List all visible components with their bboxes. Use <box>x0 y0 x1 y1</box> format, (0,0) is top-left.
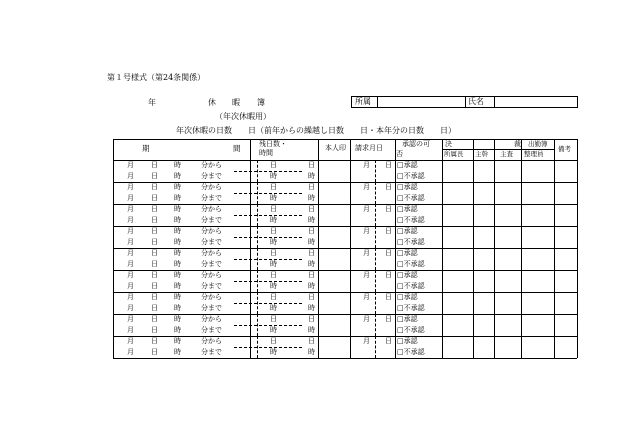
request-dash-split <box>375 336 376 358</box>
row-from-month: 月 <box>127 205 134 213</box>
header-supervisor: 主幹 <box>475 150 488 158</box>
remaining-dash-line <box>234 347 302 348</box>
remaining-dash-split <box>257 314 258 336</box>
row-until-month: 月 <box>127 172 134 180</box>
row-approve-checkbox: □承認 <box>397 161 418 169</box>
row-disapprove-checkbox: □不承認 <box>397 326 425 334</box>
row-from-hour: 時 <box>174 205 181 213</box>
row-remaining-day: 日 <box>308 293 315 301</box>
row-from-day: 日 <box>151 227 158 235</box>
column-border <box>113 139 114 358</box>
row-request-day: 日 <box>385 227 392 235</box>
row-until-day: 日 <box>151 238 158 246</box>
row-request-month: 月 <box>363 337 370 345</box>
row-approve-checkbox: □承認 <box>397 183 418 191</box>
column-border <box>350 139 351 358</box>
header-decision-left: 決 <box>445 140 452 148</box>
row-disapprove-checkbox: □不承認 <box>397 238 425 246</box>
row-remaining-day: 日 <box>270 205 277 213</box>
row-request-day: 日 <box>385 249 392 257</box>
row-remaining-day: 日 <box>270 161 277 169</box>
row-request-month: 月 <box>363 315 370 323</box>
row-from-label: 分から <box>201 183 222 191</box>
row-request-day: 日 <box>385 293 392 301</box>
row-remaining-day: 日 <box>308 205 315 213</box>
row-until-label: 分まで <box>201 282 222 290</box>
row-approve-checkbox: □承認 <box>397 271 418 279</box>
row-until-hour: 時 <box>174 282 181 290</box>
row-until-month: 月 <box>127 216 134 224</box>
remaining-dash-split <box>257 248 258 270</box>
header-remaining-hours: 時間 <box>259 149 273 157</box>
request-dash-split <box>375 226 376 248</box>
remaining-dash-split <box>257 204 258 226</box>
column-border <box>473 139 474 358</box>
row-until-hour: 時 <box>174 260 181 268</box>
form-number: 第１号様式（第24条関係） <box>107 73 206 82</box>
row-remaining-hour: 時 <box>308 348 315 356</box>
row-from-label: 分から <box>201 315 222 323</box>
row-from-day: 日 <box>151 183 158 191</box>
row-remaining-day: 日 <box>308 227 315 235</box>
row-until-hour: 時 <box>174 172 181 180</box>
row-remaining-day: 日 <box>308 271 315 279</box>
row-remaining-day: 日 <box>270 337 277 345</box>
row-disapprove-checkbox: □不承認 <box>397 216 425 224</box>
row-from-label: 分から <box>201 161 222 169</box>
row-border <box>113 358 577 359</box>
remaining-dash-line <box>234 237 302 238</box>
name-label: 氏名 <box>468 97 484 106</box>
row-request-month: 月 <box>363 183 370 191</box>
header-decision-right: 裁 <box>514 140 521 148</box>
row-request-day: 日 <box>385 183 392 191</box>
row-until-label: 分まで <box>201 216 222 224</box>
request-dash-split <box>375 248 376 270</box>
row-until-day: 日 <box>151 282 158 290</box>
header-period-end: 間 <box>233 144 241 153</box>
header-chief: 所属長 <box>444 150 464 158</box>
row-border <box>113 204 577 205</box>
row-until-hour: 時 <box>174 304 181 312</box>
row-until-day: 日 <box>151 304 158 312</box>
row-remaining-hour: 時 <box>270 326 277 334</box>
summary-line: 年次休暇の日数 日（前年からの繰越し日数 日・本年分の日数 日） <box>176 126 456 135</box>
request-dash-split <box>375 314 376 336</box>
row-remaining-hour: 時 <box>308 172 315 180</box>
row-request-month: 月 <box>363 227 370 235</box>
row-disapprove-checkbox: □不承認 <box>397 282 425 290</box>
header-seal: 本人印 <box>325 144 346 152</box>
row-from-day: 日 <box>151 271 158 279</box>
row-approve-checkbox: □承認 <box>397 249 418 257</box>
row-remaining-hour: 時 <box>308 216 315 224</box>
row-from-day: 日 <box>151 315 158 323</box>
row-approve-checkbox: □承認 <box>397 227 418 235</box>
row-remaining-day: 日 <box>270 227 277 235</box>
row-from-hour: 時 <box>174 315 181 323</box>
row-approve-checkbox: □承認 <box>397 293 418 301</box>
column-border <box>554 139 555 358</box>
table-top-border <box>113 139 577 140</box>
row-disapprove-checkbox: □不承認 <box>397 172 425 180</box>
row-remaining-day: 日 <box>270 293 277 301</box>
remaining-dash-line <box>234 325 302 326</box>
row-from-hour: 時 <box>174 183 181 191</box>
row-from-month: 月 <box>127 249 134 257</box>
row-request-month: 月 <box>363 271 370 279</box>
row-remaining-hour: 時 <box>270 238 277 246</box>
remaining-dash-split <box>257 182 258 204</box>
row-request-day: 日 <box>385 161 392 169</box>
row-until-day: 日 <box>151 194 158 202</box>
request-dash-split <box>375 160 376 182</box>
row-until-hour: 時 <box>174 216 181 224</box>
request-dash-split <box>375 270 376 292</box>
row-remaining-hour: 時 <box>308 260 315 268</box>
row-border <box>113 226 577 227</box>
row-remaining-hour: 時 <box>270 304 277 312</box>
row-remaining-hour: 時 <box>270 216 277 224</box>
request-dash-split <box>375 292 376 314</box>
request-dash-split <box>375 204 376 226</box>
row-until-month: 月 <box>127 348 134 356</box>
row-from-month: 月 <box>127 337 134 345</box>
header-approval-1: 承認の可 <box>402 140 430 148</box>
row-until-month: 月 <box>127 282 134 290</box>
remaining-dash-split <box>257 160 258 182</box>
row-from-hour: 時 <box>174 337 181 345</box>
row-remaining-hour: 時 <box>308 238 315 246</box>
subtitle: （年次休暇用） <box>215 112 271 121</box>
row-from-label: 分から <box>201 227 222 235</box>
row-from-month: 月 <box>127 161 134 169</box>
remaining-dash-line <box>234 193 302 194</box>
row-request-month: 月 <box>363 205 370 213</box>
row-remaining-day: 日 <box>270 249 277 257</box>
row-remaining-hour: 時 <box>270 282 277 290</box>
row-until-label: 分まで <box>201 172 222 180</box>
header-approval-2: 否 <box>396 150 403 158</box>
row-from-label: 分から <box>201 293 222 301</box>
row-until-hour: 時 <box>174 238 181 246</box>
remaining-dash-line <box>234 215 302 216</box>
row-until-day: 日 <box>151 260 158 268</box>
header-period: 期 <box>142 144 150 153</box>
row-until-hour: 時 <box>174 194 181 202</box>
row-remaining-day: 日 <box>308 315 315 323</box>
row-from-day: 日 <box>151 337 158 345</box>
row-disapprove-checkbox: □不承認 <box>397 260 425 268</box>
row-approve-checkbox: □承認 <box>397 315 418 323</box>
row-request-day: 日 <box>385 205 392 213</box>
row-request-day: 日 <box>385 337 392 345</box>
row-disapprove-checkbox: □不承認 <box>397 194 425 202</box>
row-from-hour: 時 <box>174 249 181 257</box>
row-remaining-day: 日 <box>270 315 277 323</box>
row-disapprove-checkbox: □不承認 <box>397 304 425 312</box>
column-border <box>521 139 522 358</box>
row-remaining-hour: 時 <box>270 172 277 180</box>
row-from-month: 月 <box>127 293 134 301</box>
row-request-day: 日 <box>385 271 392 279</box>
row-from-month: 月 <box>127 183 134 191</box>
row-from-day: 日 <box>151 161 158 169</box>
remaining-dash-split <box>257 226 258 248</box>
row-remaining-hour: 時 <box>270 194 277 202</box>
row-from-hour: 時 <box>174 271 181 279</box>
header-request-date: 請求月日 <box>355 144 383 152</box>
row-from-month: 月 <box>127 315 134 323</box>
row-from-label: 分から <box>201 205 222 213</box>
row-request-month: 月 <box>363 161 370 169</box>
row-border <box>113 182 577 183</box>
column-border <box>395 139 396 358</box>
row-until-day: 日 <box>151 216 158 224</box>
row-from-day: 日 <box>151 205 158 213</box>
row-remaining-hour: 時 <box>270 348 277 356</box>
row-until-label: 分まで <box>201 348 222 356</box>
row-remaining-hour: 時 <box>308 282 315 290</box>
header-remaining-days: 残日数・ <box>259 140 287 148</box>
column-border <box>250 139 251 358</box>
row-from-day: 日 <box>151 249 158 257</box>
header-attendance-2: 整理員 <box>524 150 544 158</box>
row-approve-checkbox: □承認 <box>397 205 418 213</box>
title-char-2: 暇 <box>232 98 240 107</box>
row-remaining-day: 日 <box>308 337 315 345</box>
name-field[interactable] <box>496 97 576 107</box>
row-border <box>113 270 577 271</box>
row-remaining-hour: 時 <box>270 260 277 268</box>
row-until-month: 月 <box>127 194 134 202</box>
row-from-label: 分から <box>201 337 222 345</box>
row-remaining-hour: 時 <box>308 194 315 202</box>
row-remaining-day: 日 <box>308 183 315 191</box>
remaining-dash-line <box>234 259 302 260</box>
remaining-dash-line <box>234 303 302 304</box>
remaining-dash-line <box>234 171 302 172</box>
row-remaining-day: 日 <box>308 249 315 257</box>
row-remaining-day: 日 <box>308 161 315 169</box>
title-year: 年 <box>148 98 156 107</box>
row-from-hour: 時 <box>174 161 181 169</box>
row-until-month: 月 <box>127 304 134 312</box>
header-checker: 主査 <box>500 150 513 158</box>
row-request-month: 月 <box>363 293 370 301</box>
row-until-label: 分まで <box>201 238 222 246</box>
row-from-hour: 時 <box>174 227 181 235</box>
header-attendance-1: 出勤簿 <box>528 140 548 148</box>
row-until-day: 日 <box>151 172 158 180</box>
row-remaining-day: 日 <box>270 271 277 279</box>
row-until-hour: 時 <box>174 326 181 334</box>
affiliation-label: 所属 <box>355 97 371 106</box>
column-border <box>577 139 578 358</box>
row-request-day: 日 <box>385 315 392 323</box>
row-from-month: 月 <box>127 227 134 235</box>
row-until-label: 分まで <box>201 194 222 202</box>
remaining-dash-split <box>257 270 258 292</box>
affiliation-field[interactable] <box>379 97 464 107</box>
row-until-label: 分まで <box>201 260 222 268</box>
remaining-dash-split <box>257 292 258 314</box>
row-until-label: 分まで <box>201 304 222 312</box>
title-char-3: 簿 <box>257 98 265 107</box>
row-request-month: 月 <box>363 249 370 257</box>
row-until-month: 月 <box>127 238 134 246</box>
request-dash-split <box>375 182 376 204</box>
row-until-day: 日 <box>151 326 158 334</box>
row-remaining-day: 日 <box>270 183 277 191</box>
row-border <box>113 314 577 315</box>
row-from-month: 月 <box>127 271 134 279</box>
row-until-month: 月 <box>127 260 134 268</box>
title-char-1: 休 <box>208 98 216 107</box>
row-approve-checkbox: □承認 <box>397 337 418 345</box>
row-from-label: 分から <box>201 271 222 279</box>
row-until-label: 分まで <box>201 326 222 334</box>
column-border <box>318 139 319 358</box>
row-remaining-hour: 時 <box>308 326 315 334</box>
row-from-hour: 時 <box>174 293 181 301</box>
row-border <box>113 248 577 249</box>
column-border <box>494 139 495 358</box>
row-until-hour: 時 <box>174 348 181 356</box>
row-from-label: 分から <box>201 249 222 257</box>
header-remarks: 備考 <box>558 145 571 153</box>
row-disapprove-checkbox: □不承認 <box>397 348 425 356</box>
remaining-dash-split <box>257 336 258 358</box>
row-until-month: 月 <box>127 326 134 334</box>
row-until-day: 日 <box>151 348 158 356</box>
row-from-day: 日 <box>151 293 158 301</box>
info-box <box>351 96 578 108</box>
header-bottom-border <box>113 160 577 161</box>
column-border <box>442 139 443 358</box>
row-remaining-hour: 時 <box>308 304 315 312</box>
remaining-dash-line <box>234 281 302 282</box>
row-border <box>113 336 577 337</box>
row-border <box>113 292 577 293</box>
